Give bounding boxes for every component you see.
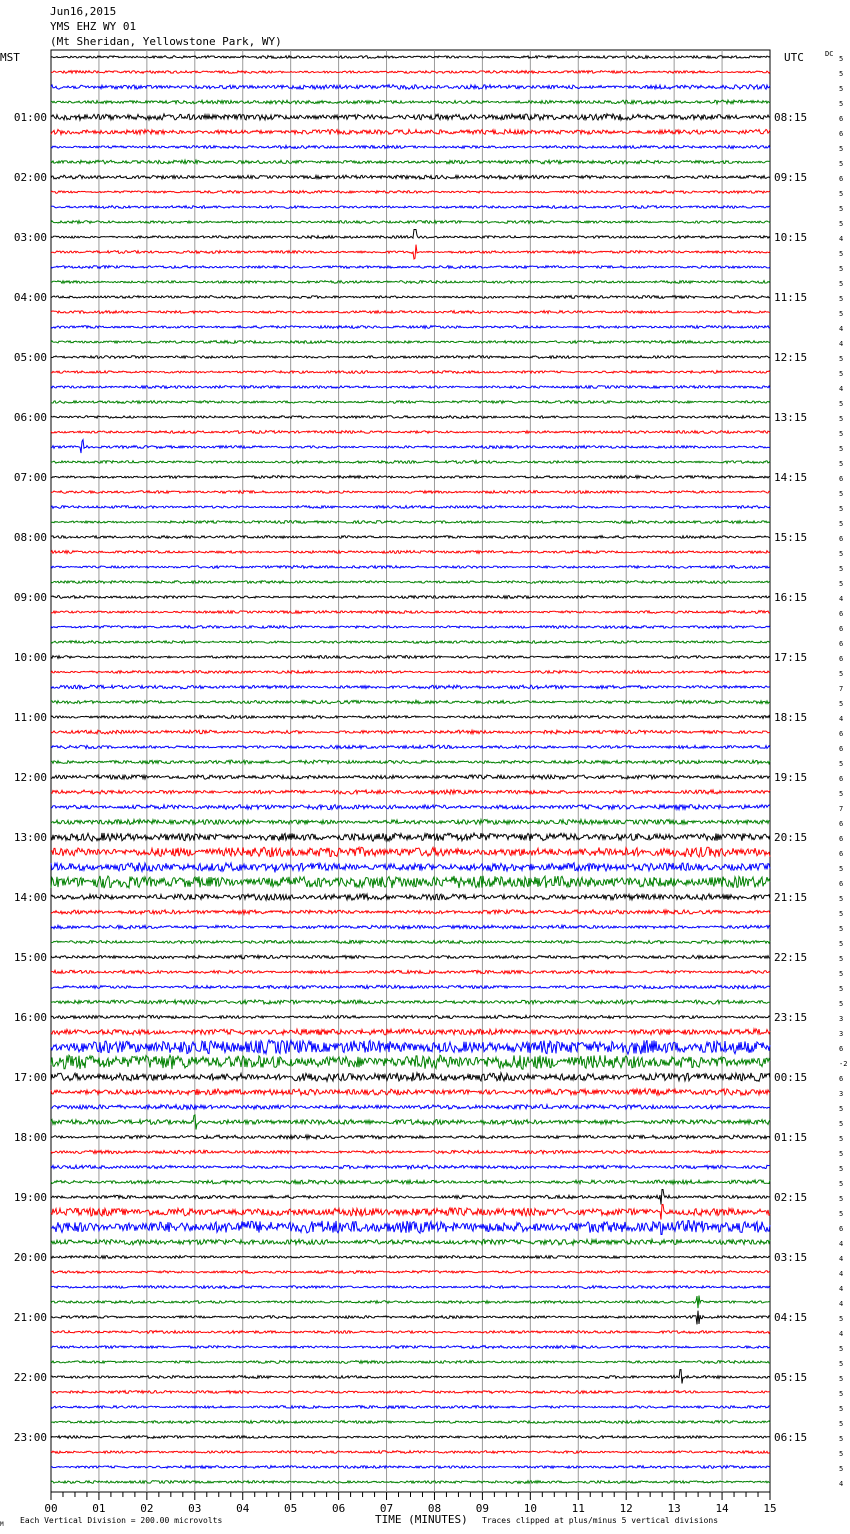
trace-39: [51, 626, 770, 629]
trace-11: [51, 206, 770, 209]
dc-offset: 6: [839, 610, 844, 618]
dc-offset: 5: [839, 55, 844, 63]
dc-offset: 5: [839, 295, 844, 303]
dc-offset: 4: [839, 235, 844, 243]
dc-offset: 5: [839, 1405, 844, 1413]
dc-offset: 6: [839, 640, 844, 648]
dc-offset: 5: [839, 250, 844, 258]
x-tick-label: 06: [331, 1502, 346, 1515]
trace-30: [51, 491, 770, 494]
dc-offset: 3: [839, 1015, 844, 1023]
dc-offset: 6: [839, 745, 844, 753]
trace-25: [51, 416, 770, 419]
dc-offset: 4: [839, 1330, 844, 1338]
x-tick-label: 05: [284, 1502, 298, 1515]
left-hour-label: 18:00: [13, 1131, 47, 1144]
right-hour-label: 21:15: [774, 891, 808, 904]
scale-note: Each Vertical Division = 200.00 microvolts: [20, 1516, 223, 1525]
trace-28: [51, 461, 770, 464]
right-hour-label: 14:15: [774, 471, 808, 484]
dc-offset: 5: [839, 490, 844, 498]
trace-33: [51, 536, 770, 539]
dc-offset: 5: [839, 310, 844, 318]
trace-86: [51, 1331, 770, 1334]
dc-offset: 6: [839, 730, 844, 738]
dc-offset: 5: [839, 1150, 844, 1158]
right-hour-label: 09:15: [774, 171, 808, 184]
dc-offset: 6: [839, 115, 844, 123]
station-code: YMS EHZ WY 01: [50, 20, 137, 33]
trace-22: [51, 371, 770, 374]
trace-32: [51, 521, 770, 524]
x-tick-label: 09: [475, 1502, 490, 1515]
dc-offset: 5: [839, 670, 844, 678]
left-hour-label: 20:00: [13, 1251, 47, 1264]
dc-offset: 6: [839, 655, 844, 663]
right-hour-label: 15:15: [774, 531, 808, 544]
trace-31: [51, 506, 770, 509]
trace-59: [51, 925, 770, 929]
right-hour-label: 11:15: [774, 291, 808, 304]
trace-96: [51, 1481, 770, 1484]
trace-29: [51, 476, 770, 479]
right-hour-label: 08:15: [774, 111, 808, 124]
trace-series: [51, 56, 770, 1484]
x-tick-label: 00: [44, 1502, 58, 1515]
dc-offset: 5: [839, 415, 844, 423]
dc-offset: 5: [839, 565, 844, 573]
trace-82: [51, 1271, 770, 1274]
dc-offset: 5: [839, 1210, 844, 1218]
dc-offset: 5: [839, 700, 844, 708]
trace-46: [51, 730, 770, 734]
x-tick-label: 04: [236, 1502, 250, 1515]
dc-offset: 4: [839, 1240, 844, 1248]
left-hour-label: 05:00: [13, 351, 47, 364]
dc-offset: 5: [839, 370, 844, 378]
dc-offset: 5: [839, 1420, 844, 1428]
dc-offset: 3: [839, 1090, 844, 1098]
dc-offset: 5: [839, 460, 844, 468]
dc-offset: 6: [839, 1225, 844, 1233]
trace-13: [51, 230, 770, 239]
trace-5: [51, 114, 770, 120]
right-hour-label: 16:15: [774, 591, 808, 604]
dc-offset: 5: [839, 1165, 844, 1173]
dc-offset: 5: [839, 430, 844, 438]
dc-offset: 5: [839, 895, 844, 903]
left-hour-label: 08:00: [13, 531, 47, 544]
dc-offset: 5: [839, 1435, 844, 1443]
left-hour-label: 17:00: [13, 1071, 47, 1084]
trace-49: [51, 775, 770, 779]
dc-offset: 5: [839, 760, 844, 768]
trace-27: [51, 440, 770, 453]
trace-52: [51, 819, 770, 824]
right-hour-label: 03:15: [774, 1251, 808, 1264]
trace-61: [51, 955, 770, 958]
dc-offset: 5: [839, 100, 844, 108]
x-tick-label: 13: [667, 1502, 681, 1515]
trace-62: [51, 970, 770, 974]
trace-34: [51, 551, 770, 554]
right-timezone-label: UTC: [784, 51, 804, 64]
left-hour-label: 13:00: [13, 831, 47, 844]
trace-8: [51, 160, 770, 164]
trace-38: [51, 611, 770, 614]
trace-19: [51, 326, 770, 329]
dc-offset: 5: [839, 550, 844, 558]
chart-labels: [0, 50, 847, 1528]
dc-offset: 4: [839, 325, 844, 333]
trace-74: [51, 1150, 770, 1154]
x-tick-label: 02: [140, 1502, 154, 1515]
dc-offset: 5: [839, 1345, 844, 1353]
dc-offset: 4: [839, 1270, 844, 1278]
trace-83: [51, 1286, 770, 1289]
right-hour-label: 22:15: [774, 951, 808, 964]
trace-57: [51, 894, 770, 900]
trace-10: [51, 191, 770, 194]
trace-78: [51, 1205, 770, 1220]
trace-91: [51, 1406, 770, 1409]
dc-offset: 5: [839, 1390, 844, 1398]
trace-68: [51, 1055, 770, 1069]
dc-offset: 5: [839, 205, 844, 213]
trace-43: [51, 685, 770, 689]
trace-7: [51, 145, 770, 148]
dc-offset: 5: [839, 220, 844, 228]
trace-14: [51, 245, 770, 259]
dc-offset: 6: [839, 835, 844, 843]
dc-offset: 5: [839, 1465, 844, 1473]
dc-offset: 5: [839, 580, 844, 588]
dc-offset: 5: [839, 355, 844, 363]
dc-offset: 6: [839, 880, 844, 888]
right-hour-label: 02:15: [774, 1191, 808, 1204]
x-tick-label: 12: [619, 1502, 633, 1515]
trace-71: [51, 1105, 770, 1110]
left-hour-label: 02:00: [13, 171, 47, 184]
dc-offset: 5: [839, 1195, 844, 1203]
left-hour-label: 12:00: [13, 771, 47, 784]
dc-offset: 4: [839, 715, 844, 723]
trace-40: [51, 641, 770, 644]
dc-offset: 5: [839, 445, 844, 453]
trace-18: [51, 311, 770, 314]
right-hour-label: 17:15: [774, 651, 808, 664]
trace-73: [51, 1135, 770, 1139]
trace-70: [51, 1089, 770, 1095]
trace-26: [51, 431, 770, 434]
trace-64: [51, 1000, 770, 1004]
dc-offset: 5: [839, 910, 844, 918]
left-hour-label: 22:00: [13, 1371, 47, 1384]
x-tick-label: 10: [523, 1502, 537, 1515]
trace-20: [51, 341, 770, 344]
dc-offset: 5: [839, 190, 844, 198]
trace-35: [51, 566, 770, 569]
dc-offset: 5: [839, 145, 844, 153]
dc-offset: 4: [839, 1285, 844, 1293]
dc-offset: 4: [839, 340, 844, 348]
dc-offset: 3: [839, 1030, 844, 1038]
dc-offset: 5: [839, 1315, 844, 1323]
left-hour-label: 14:00: [13, 891, 47, 904]
right-hour-label: 10:15: [774, 231, 808, 244]
trace-24: [51, 401, 770, 404]
trace-44: [51, 700, 770, 703]
left-hour-label: 23:00: [13, 1431, 47, 1444]
left-hour-label: 07:00: [13, 471, 47, 484]
dc-offset: 5: [839, 85, 844, 93]
dc-offset: 6: [839, 820, 844, 828]
dc-offset: 5: [839, 1375, 844, 1383]
trace-37: [51, 596, 770, 599]
trace-2: [51, 71, 770, 74]
trace-67: [51, 1040, 770, 1054]
left-hour-label: 09:00: [13, 591, 47, 604]
dc-offset: 4: [839, 595, 844, 603]
trace-95: [51, 1466, 770, 1469]
trace-56: [51, 876, 770, 888]
station-date: Jun16,2015: [50, 5, 117, 18]
x-tick-label: 01: [92, 1502, 106, 1515]
x-tick-label: 14: [715, 1502, 729, 1515]
trace-84: [51, 1296, 770, 1309]
dc-offset: 5: [839, 400, 844, 408]
dc-offset: 6: [839, 850, 844, 858]
right-hour-label: 12:15: [774, 351, 808, 364]
right-hour-label: 13:15: [774, 411, 808, 424]
dc-offset: 5: [839, 970, 844, 978]
trace-12: [51, 221, 770, 224]
dc-offset: 6: [839, 130, 844, 138]
dc-offset: 6: [839, 475, 844, 483]
trace-55: [51, 863, 770, 873]
dc-offset: 5: [839, 955, 844, 963]
trace-16: [51, 281, 770, 284]
dc-label: DC: [825, 50, 834, 58]
dc-offset: 5: [839, 1105, 844, 1113]
trace-4: [51, 100, 770, 104]
trace-69: [51, 1073, 770, 1082]
trace-77: [51, 1190, 770, 1205]
right-hour-label: 04:15: [774, 1311, 808, 1324]
dc-offset: 5: [839, 160, 844, 168]
dc-offset: 5: [839, 520, 844, 528]
x-tick-label: 15: [763, 1502, 777, 1515]
dc-offset: 5: [839, 280, 844, 288]
dc-offset: 5: [839, 1000, 844, 1008]
dc-offset: 6: [839, 625, 844, 633]
right-hour-label: 00:15: [774, 1071, 808, 1084]
x-axis-title: TIME (MINUTES): [375, 1513, 468, 1526]
x-tick-label: 07: [379, 1502, 394, 1515]
trace-88: [51, 1361, 770, 1364]
left-hour-label: 19:00: [13, 1191, 47, 1204]
trace-81: [51, 1256, 770, 1259]
trace-9: [51, 175, 770, 179]
dc-offset: 5: [839, 1450, 844, 1458]
trace-93: [51, 1436, 770, 1439]
trace-85: [51, 1311, 770, 1325]
dc-offset: 6: [839, 1075, 844, 1083]
left-hour-label: 21:00: [13, 1311, 47, 1324]
trace-75: [51, 1165, 770, 1169]
trace-51: [51, 805, 770, 810]
trace-94: [51, 1451, 770, 1454]
trace-47: [51, 745, 770, 748]
dc-offset: 6: [839, 175, 844, 183]
trace-53: [51, 833, 770, 841]
trace-58: [51, 910, 770, 914]
trace-41: [51, 656, 770, 659]
dc-offset: 7: [839, 805, 844, 813]
dc-offset: 5: [839, 265, 844, 273]
x-tick-label: 11: [571, 1502, 585, 1515]
trace-17: [51, 296, 770, 299]
trace-92: [51, 1421, 770, 1424]
dc-offset: 6: [839, 1045, 844, 1053]
dc-offset: 6: [839, 535, 844, 543]
trace-90: [51, 1391, 770, 1394]
trace-36: [51, 581, 770, 584]
dc-offset: 6: [839, 775, 844, 783]
left-hour-label: 01:00: [13, 111, 47, 124]
trace-21: [51, 356, 770, 359]
trace-54: [51, 847, 770, 857]
x-tick-label: 08: [427, 1502, 442, 1515]
right-hour-label: 20:15: [774, 831, 808, 844]
dc-offset: -2: [839, 1060, 848, 1068]
dc-offset: 4: [839, 1480, 844, 1488]
left-timezone-label: MST: [0, 51, 20, 64]
dc-offset: 5: [839, 865, 844, 873]
dc-offset: 4: [839, 1300, 844, 1308]
trace-65: [51, 1015, 770, 1018]
left-hour-label: 06:00: [13, 411, 47, 424]
dc-offset: 4: [839, 1255, 844, 1263]
right-hour-label: 05:15: [774, 1371, 808, 1384]
right-hour-label: 19:15: [774, 771, 808, 784]
left-hour-label: 03:00: [13, 231, 47, 244]
trace-89: [51, 1370, 770, 1384]
trace-66: [51, 1029, 770, 1035]
dc-offset: 5: [839, 1180, 844, 1188]
trace-1: [51, 56, 770, 59]
dc-offset: 5: [839, 985, 844, 993]
dc-offset: 5: [839, 790, 844, 798]
trace-23: [51, 386, 770, 389]
trace-76: [51, 1180, 770, 1184]
trace-87: [51, 1346, 770, 1349]
dc-offset: 5: [839, 940, 844, 948]
right-hour-label: 18:15: [774, 711, 808, 724]
station-location: (Mt Sheridan, Yellowstone Park, WY): [50, 35, 282, 48]
right-hour-label: 01:15: [774, 1131, 808, 1144]
trace-3: [51, 85, 770, 90]
trace-79: [51, 1221, 770, 1235]
trace-63: [51, 985, 770, 988]
dc-offset: 5: [839, 1135, 844, 1143]
trace-15: [51, 266, 770, 269]
trace-42: [51, 671, 770, 674]
left-hour-label: 16:00: [13, 1011, 47, 1024]
corner-mark: M: [0, 1521, 4, 1528]
left-hour-label: 10:00: [13, 651, 47, 664]
right-hour-label: 23:15: [774, 1011, 808, 1024]
trace-80: [51, 1239, 770, 1245]
dc-offset: 5: [839, 1120, 844, 1128]
left-hour-label: 15:00: [13, 951, 47, 964]
left-hour-label: 04:00: [13, 291, 47, 304]
dc-offset: 5: [839, 505, 844, 513]
dc-offset: 5: [839, 70, 844, 78]
trace-45: [51, 715, 770, 718]
dc-offset: 5: [839, 1360, 844, 1368]
trace-72: [51, 1115, 770, 1130]
dc-offset: 5: [839, 925, 844, 933]
dc-offset: 4: [839, 385, 844, 393]
x-tick-label: 03: [188, 1502, 202, 1515]
trace-48: [51, 760, 770, 764]
trace-6: [51, 130, 770, 135]
left-hour-label: 11:00: [13, 711, 47, 724]
right-hour-label: 06:15: [774, 1431, 808, 1444]
trace-60: [51, 940, 770, 943]
dc-offset: 7: [839, 685, 844, 693]
clip-note: Traces clipped at plus/minus 5 vertical divisions: [482, 1516, 719, 1525]
trace-50: [51, 790, 770, 794]
